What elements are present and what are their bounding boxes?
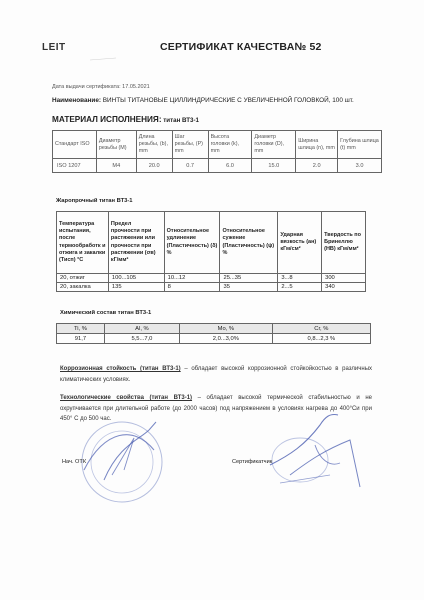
chemical-section-label: Химический состав титан ВТ3-1: [60, 310, 152, 316]
product-value: ВИНТЫ ТИТАНОВЫЕ ЦИЛЛИНДРИЧЕСКИЕ С УВЕЛИЧЕННОЙ ГОЛОВКОЙ, 100 шт.: [101, 97, 354, 104]
props-cell: 3...8: [278, 274, 322, 283]
dimensions-value-row: [53, 159, 382, 173]
material-heading: [52, 115, 199, 124]
chemical-table: [56, 323, 371, 344]
corrosion-paragraph: [60, 364, 372, 385]
product-label: Наименование:: [52, 97, 102, 104]
props-header-cell: Предел прочности при растяжении или прочности при растяжении (σв) кГ/мм²: [108, 212, 164, 274]
signature-right: [260, 405, 370, 495]
dims-cell: 20.0: [136, 159, 172, 173]
dims-cell: 3.0: [338, 159, 382, 173]
chem-cell: 91,7: [57, 334, 105, 344]
material-value: титан ВТ3-1: [161, 117, 199, 124]
props-cell: 20, отжиг: [57, 274, 109, 283]
properties-row: [57, 274, 366, 283]
dimensions-header-row: [53, 131, 382, 159]
dims-cell: 0.7: [172, 159, 208, 173]
dims-cell: 6.0: [208, 159, 252, 173]
props-cell: 8: [164, 283, 220, 292]
dims-cell: M4: [96, 159, 136, 173]
props-cell: 35: [220, 283, 278, 292]
dimensions-table: [52, 130, 382, 173]
chem-cell: 0,8...2,3 %: [272, 334, 370, 344]
dims-cell: ISO 1207: [53, 159, 97, 173]
dims-header-cell: Диаметр головки (D), mm: [252, 131, 296, 159]
dims-header-cell: Ширина шлица (n), mm: [296, 131, 338, 159]
signature-label-certification: Сертификатчик: [232, 459, 273, 465]
technology-term: Технологические свойства (титан ВТ3-1): [60, 395, 193, 401]
product-name: [52, 97, 354, 104]
props-cell: 135: [108, 283, 164, 292]
properties-table: [56, 211, 366, 292]
dims-header-cell: Длина резьбы, (b), mm: [136, 131, 172, 159]
props-cell: 10...12: [164, 274, 220, 283]
corrosion-text: – обладает высокой коррозионной стойкойкостью в различных климатических условиях.: [60, 366, 373, 383]
properties-row: [57, 283, 366, 292]
certificate-title: СЕРТИФИКАТ КАЧЕСТВА№ 52: [160, 41, 322, 53]
chemical-value-row: [57, 334, 371, 344]
chem-cell: 2,0...3,0%: [179, 334, 272, 344]
company-logo: LEIT: [42, 42, 66, 53]
dims-cell: 2.0: [296, 159, 338, 173]
dims-header-cell: Высота головки (k), mm: [208, 131, 252, 159]
properties-section-label: Жаропрочный титан ВТ3-1: [56, 198, 133, 204]
material-label: МАТЕРИАЛ ИСПОЛНЕНИЯ:: [52, 115, 162, 124]
technology-text: – обладает высокой термической стабильностью и не охрупчивается при длительной работе (до 2000 часов) под напряжением в условиях нагрева до 400°Си при 450° С до 500 час.: [60, 395, 372, 422]
props-header-cell: Температура испытания, после термообработк и отжига и закалки (Тисп) °С: [57, 212, 109, 274]
properties-header-row: [57, 212, 366, 274]
props-header-cell: Относительное удлинение (Пластичность) (δ) %: [164, 212, 220, 274]
props-header-cell: Относительное сужение (Пластичность) (ψ) %: [220, 212, 278, 274]
signature-label-otk: Нач. ОТК: [62, 459, 87, 465]
dims-header-cell: Стандарт ISO: [53, 131, 97, 159]
dims-header-cell: Глубина шлица (t) mm: [338, 131, 382, 159]
props-cell: 100...105: [108, 274, 164, 283]
chem-header-cell: Al, %: [104, 324, 179, 334]
chem-header-cell: Ti, %: [57, 324, 105, 334]
props-cell: 2...5: [278, 283, 322, 292]
issue-date: Дата выдачи сертификата: 17.05.2021: [52, 84, 150, 90]
props-cell: 25...35: [220, 274, 278, 283]
dims-header-cell: Шаг резьбы, (P) mm: [172, 131, 208, 159]
props-header-cell: Ударная вязкость (ан) кГм/см²: [278, 212, 322, 274]
chem-header-cell: Cr, %: [272, 324, 370, 334]
chem-header-cell: Mo, %: [179, 324, 272, 334]
props-cell: 340: [322, 283, 366, 292]
props-header-cell: Твердость по Бринеллю (НВ) кГм/мм²: [322, 212, 366, 274]
dims-header-cell: Диаметр резьбы (M): [96, 131, 136, 159]
props-cell: 300: [322, 274, 366, 283]
props-cell: 20, закалка: [57, 283, 109, 292]
dims-cell: 15.0: [252, 159, 296, 173]
chem-cell: 5,5...7,0: [104, 334, 179, 344]
scan-artifact: [88, 50, 118, 70]
corrosion-term: Коррозионная стойкость (титан ВТ3-1): [60, 366, 181, 372]
chemical-header-row: [57, 324, 371, 334]
